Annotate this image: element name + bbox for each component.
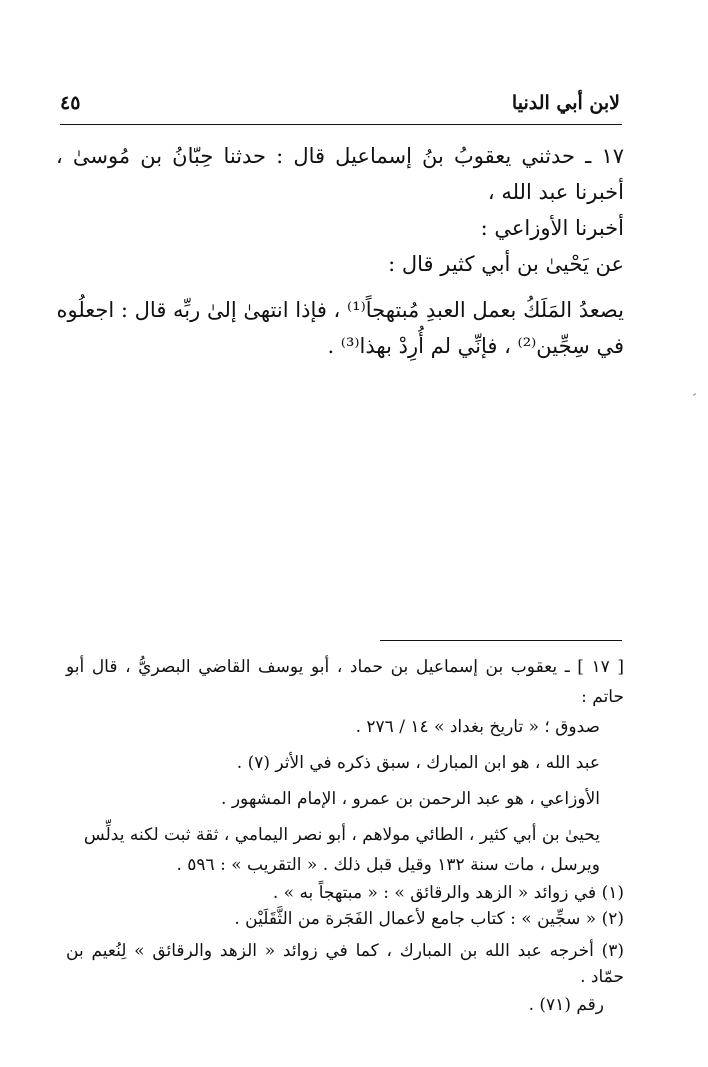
- isnad-line: أخبرنا الأوزاعي :: [480, 216, 624, 240]
- running-title: لابن أبي الدنيا: [511, 92, 620, 114]
- matn-line: يصعدُ المَلَكُ بعمل العبدِ مُبتهجاً⁽¹⁾ ، فإذا انتهىٰ إلىٰ ربِّه قال : اجعلُوه: [56, 298, 624, 322]
- matn-line: في سِجِّين⁽²⁾ ، فإنِّي لم أُرِدْ بهذا⁽³⁾ .: [327, 334, 624, 358]
- scan-speck: [693, 393, 696, 396]
- takhrij-line: يحيىٰ بن أبي كثير ، الطائي مولاهم ، أبو نصر اليمامي ، ثقة ثبت لكنه يدلِّس: [83, 825, 600, 845]
- takhrij-line: [ ١٧ ] ـ يعقوب بن إسماعيل بن حماد ، أبو يوسف القاضي البصريُّ ، قال أبو حاتم :: [66, 657, 624, 707]
- hadith-block: [56, 138, 624, 364]
- footnote-3: (٣) أخرجه عبد الله بن المبارك ، كما في زوائد « الزهد والرقائق » لِنُعيم بن حمّاد .: [66, 941, 624, 987]
- takhrij-line: عبد الله ، هو ابن المبارك ، سبق ذكره في الأثر (٧) .: [236, 753, 600, 773]
- takhrij-line: ويرسل ، مات سنة ١٣٢ وقيل قبل ذلك . « التقريب » : ٥٩٦ .: [176, 855, 600, 875]
- takhrij-line: الأوزاعي ، هو عبد الرحمن بن عمرو ، الإمام المشهور .: [221, 789, 600, 809]
- page-number: ٤٥: [60, 92, 81, 114]
- isnad-line: عن يَحْيىٰ بن أبي كثير قال :: [388, 252, 624, 276]
- footnote-3-continued: رقم (٧١) .: [528, 995, 604, 1015]
- header-rule: [60, 124, 622, 125]
- isnad-line: ١٧ ـ حدثني يعقوبُ بنُ إسماعيل قال : حدثنا حِبّانُ بن مُوسىٰ ، أخبرنا عبد الله ،: [56, 144, 624, 204]
- footnote-rule: [380, 640, 622, 641]
- takhrij-line: صدوق ؛ « تاريخ بغداد » ١٤ / ٢٧٦ .: [355, 717, 600, 737]
- footnote-2: (٢) « سجِّين » : كتاب جامع لأعمال الفَجَرة من الثَّقَلَيْن .: [234, 909, 624, 929]
- footnotes-block: [66, 652, 624, 1020]
- footnote-1: (١) في زوائد « الزهد والرقائق » : « مبتهجاً به » .: [272, 883, 624, 903]
- page-header: [60, 90, 620, 120]
